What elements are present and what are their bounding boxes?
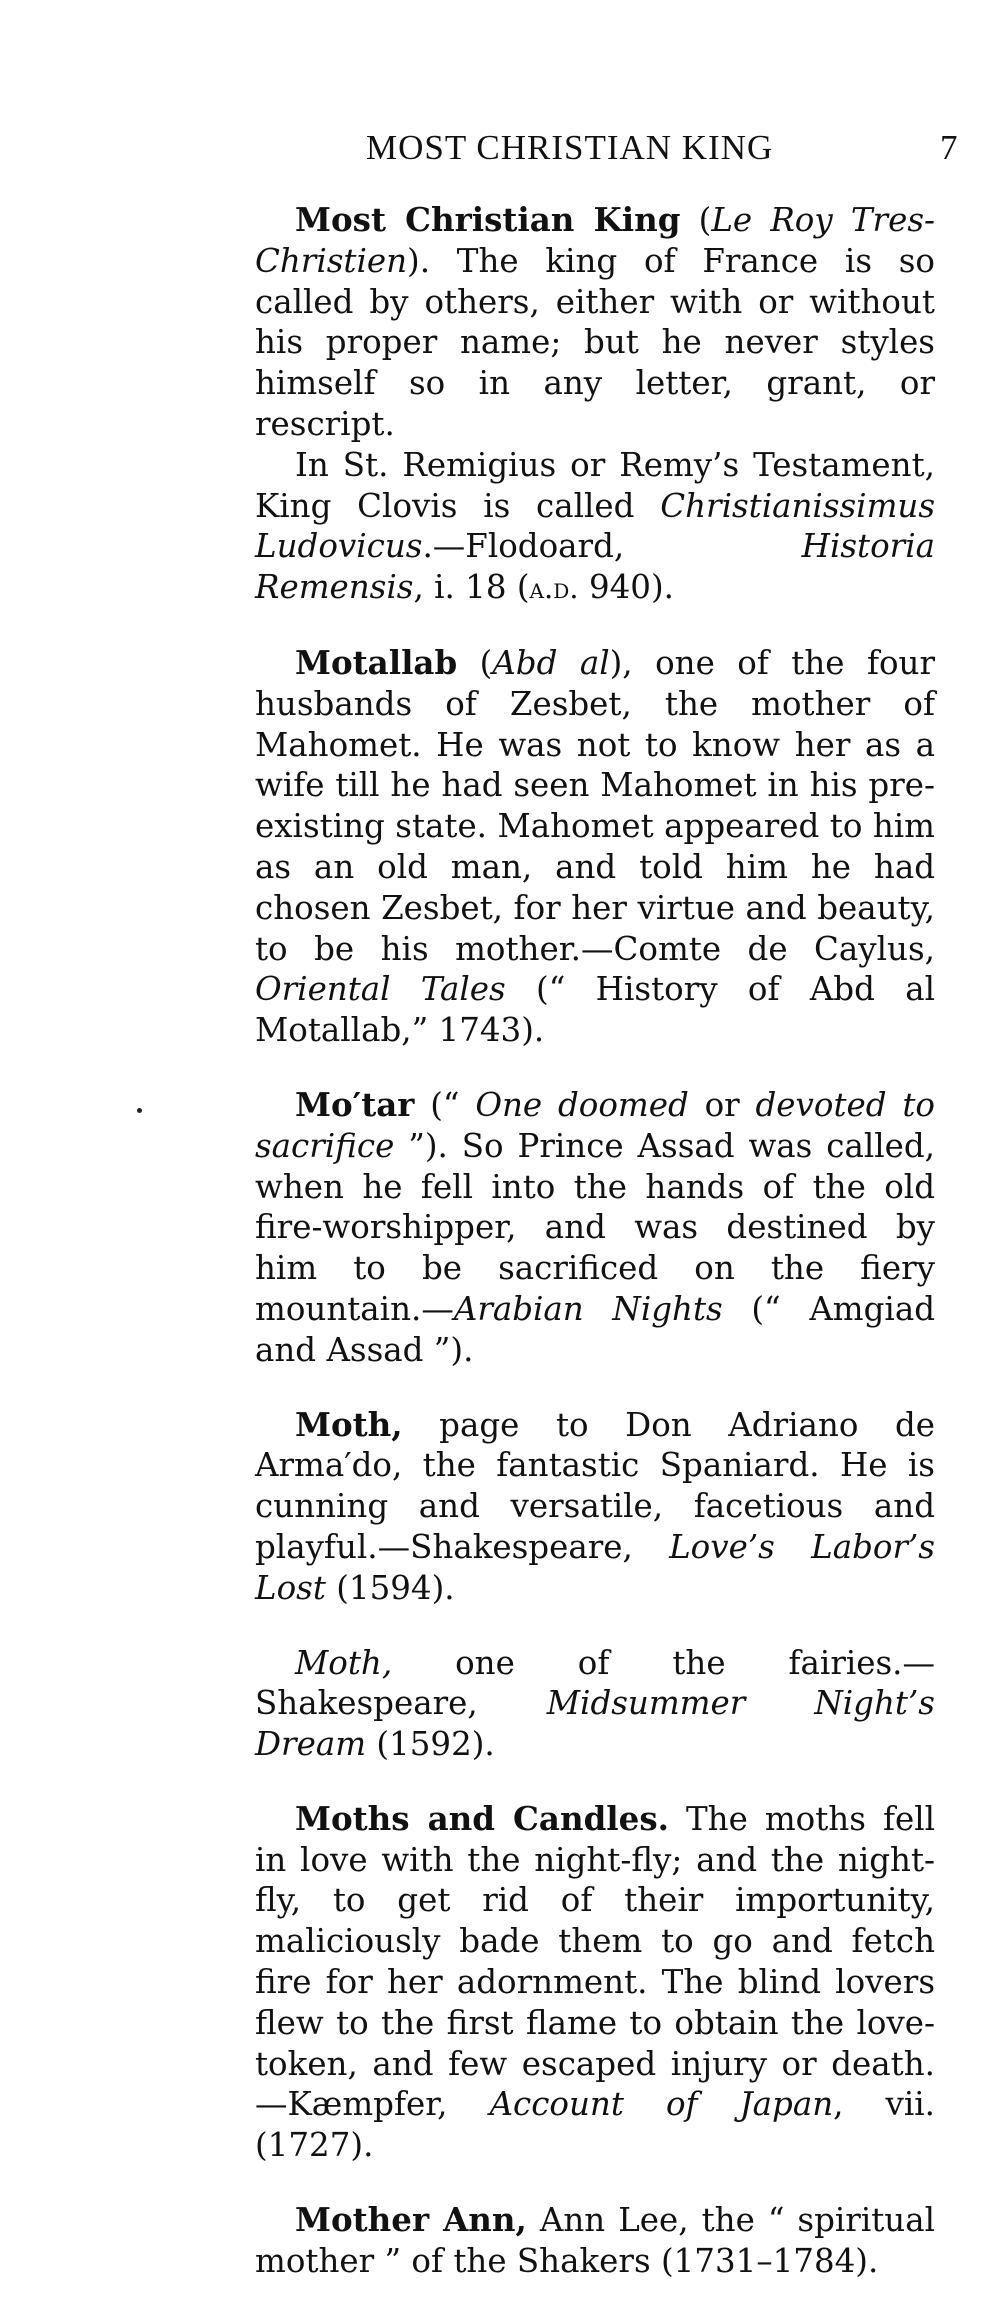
entry-text: ”). So Prince Assad was called, when he fell into the hands of the old fire-worshipper, and was destined by him to be sacrificed on the fiery mountain.— [255, 1126, 935, 1328]
entry-italic: Historia Remensis [255, 527, 935, 607]
entry-paragraph [255, 1405, 935, 1609]
entry-italic: devoted to sacrifice [255, 1085, 936, 1165]
entry-text: ( [698, 201, 712, 239]
entry-smallcaps: a.d. [529, 571, 579, 606]
entry-text: , vii. (1727). [255, 2085, 935, 2165]
entry-mother-ann [255, 2200, 935, 2282]
entry-text: , i. 18 ( [413, 568, 530, 607]
entry-most-christian-king [255, 200, 935, 609]
entry-italic: Midsummer Night’s Dream [255, 1684, 935, 1764]
entry-italic: Abd al [492, 643, 610, 682]
entry-italic: Arabian Nights [453, 1289, 723, 1328]
entry-moth-page [255, 1405, 935, 1609]
entry-paragraph [255, 1643, 935, 1765]
entry-paragraph [255, 2200, 935, 2282]
entry-italic: Account of Japan [489, 2085, 834, 2124]
entry-text: In St. Remigius or Remy’s Testament, King Clovis is called [255, 445, 935, 525]
entry-heading: Moth, [295, 1404, 403, 1444]
entry-text: or [688, 1085, 756, 1124]
running-header [0, 128, 1000, 168]
entry-text: (“ History of Abd al Motallab,” 1743). [255, 970, 935, 1050]
entry-text: ). The king of France is so called by others, either with or without his proper name; but he never styles himself so in any letter, grant, or rescript. [255, 241, 935, 443]
entry-text: (1592). [366, 1725, 495, 1764]
entry-text: page to Don Adriano de Arma′do, the fantastic Spaniard. He is cunning and versatile, facetious and playful.—Shakespeare, [255, 1405, 935, 1566]
running-title: MOST CHRISTIAN KING [366, 128, 774, 167]
entry-italic: Le Roy Tres-Christien [255, 201, 935, 280]
entry-paragraph [255, 1085, 935, 1371]
entry-italic: Oriental Tales [255, 970, 506, 1009]
entry-heading: Mo′tar [295, 1084, 415, 1124]
entry-paragraph [255, 1799, 935, 2166]
entry-text: The moths fell in love with the night-fly; and the night-fly, to get rid of their importunity, maliciously bade them to go and fetch fire for her adornment. The blind lovers flew to the first flame to obtain the love-token, and few escaped injury or death.—Kæmpfer, [255, 1799, 935, 2124]
entry-paragraph [255, 445, 935, 609]
entry-text: .—Flodoard, [422, 527, 802, 566]
entry-heading: Motallab [295, 642, 458, 682]
entry-text: one of the fairies.—Shakespeare, [255, 1643, 935, 1723]
entry-italic: Love’s Labor’s Lost [255, 1527, 935, 1607]
entry-heading: Moth, [295, 1643, 393, 1682]
entry-paragraph [255, 200, 935, 445]
entry-motar [255, 1085, 935, 1371]
entry-text: (“ [414, 1085, 476, 1124]
stray-mark [137, 1108, 142, 1113]
entry-heading: Mother Ann, [295, 2200, 527, 2240]
entry-text: ( [457, 643, 493, 682]
entry-text: Ann Lee, the “ spiritual mother ” of the Shakers (1731–1784). [255, 2201, 935, 2280]
entry-motallab [255, 643, 935, 1051]
entry-heading: Moths and Candles. [295, 1798, 669, 1838]
entry-text: (“ Amgiad and Assad ”). [255, 1289, 936, 1369]
entry-italic: Christianissimus Ludovicus [255, 486, 935, 566]
entry-text: ), one of the four husbands of Zesbet, the mother of Mahomet. He was not to know her as a wife till he had seen Mahomet in his pre-existing state. Mahomet appeared to him as an old man, and told him he had chosen Zesbet, for her virtue and beauty, to be his mother.—Comte de Caylus, [255, 643, 936, 968]
entry-italic: One doomed [475, 1085, 689, 1124]
entry-moth-fairy [255, 1643, 935, 1765]
entry-paragraph [255, 643, 935, 1051]
entry-heading: Most Christian King [295, 200, 681, 239]
entry-text: 940). [578, 568, 674, 607]
entry-text: (1594). [325, 1568, 455, 1607]
entry-moths-and-candles [255, 1799, 935, 2166]
page-number: 7 [940, 128, 959, 167]
dictionary-text [255, 200, 935, 2316]
